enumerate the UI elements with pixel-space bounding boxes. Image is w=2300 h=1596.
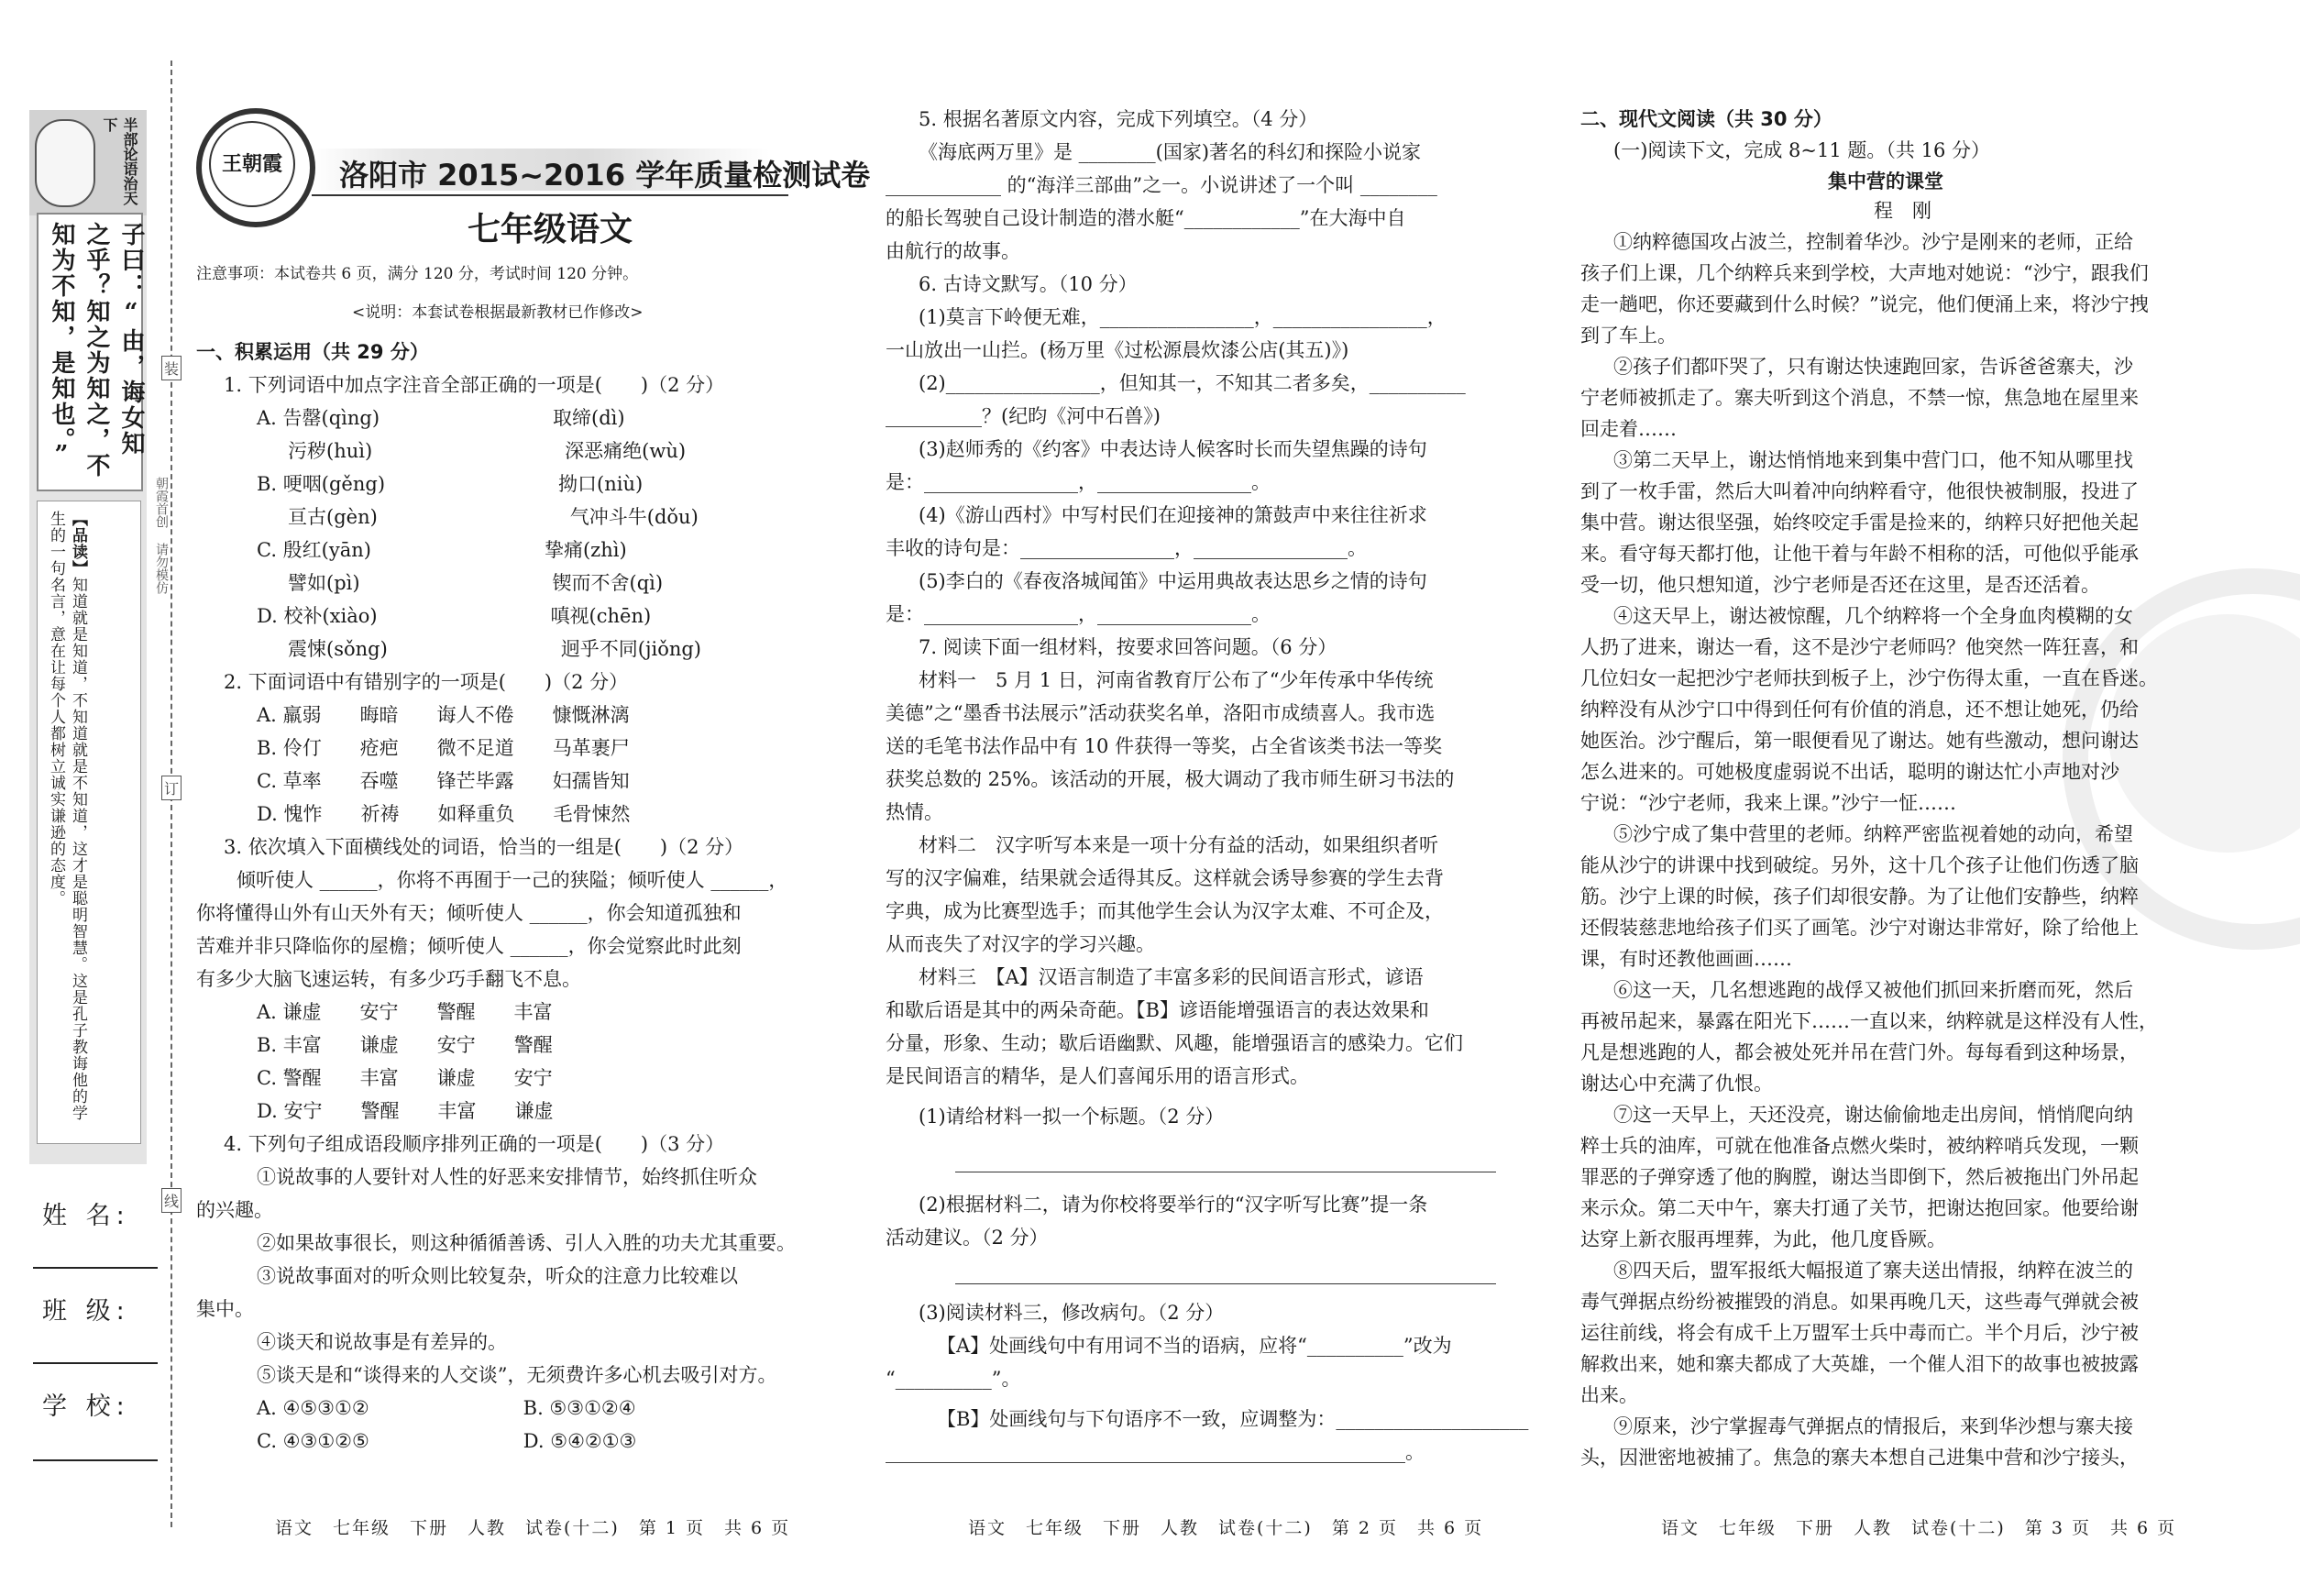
paragraph-line: 出来。: [1580, 1384, 1638, 1406]
option: 震悚(sǒng) 迥乎不同(jiǒng): [288, 638, 701, 660]
option: A. 告罄(qìng) 取缔(dì): [257, 407, 625, 429]
question-line: 由航行的故事。: [886, 240, 1020, 262]
option: B. 丰富 谦虚 安宁 警醒: [257, 1034, 553, 1056]
question: 6. 古诗文默写。（10 分）: [919, 273, 1138, 295]
sub-question: 【A】处画线句中有用词不当的语病，应将“__________”改为: [937, 1335, 1452, 1357]
passage-line: 有多少大脑飞速运转，有多少巧手翻飞不息。: [196, 968, 581, 990]
paragraph-line: ①纳粹德国攻占波兰，控制着华沙。沙宁是刚来的老师，正给: [1613, 231, 2133, 253]
material-line: 材料一 5 月 1 日，河南省教育厅公布了“少年传承中华传统: [919, 669, 1434, 691]
question-line: (4)《游山西村》中写村民们在迎接神的箫鼓声中来往往祈求: [919, 504, 1427, 526]
section-title: 一、积累运用（共 29 分）: [196, 341, 429, 363]
sub-question: 【B】处画线句与下句语序不一致，应调整为：____________________: [937, 1408, 1529, 1430]
paragraph-line: 走一趟吧，你还要藏到什么时候？”说完，他们便涌上来，将沙宁拽: [1580, 293, 2149, 315]
paragraph-line: 筋。沙宁上课的时候，孩子们却很安静。为了让他们安静些，纳粹: [1580, 886, 2139, 908]
section-title: 二、现代文阅读（共 30 分）: [1580, 108, 1832, 130]
question-line: __________？(纪昀《河中石兽》): [886, 405, 1161, 427]
material-line: 材料二 汉字听写本来是一项十分有益的活动，如果组织者听: [919, 834, 1438, 856]
option: A. ④⑤③①② B. ⑤③①②④: [257, 1397, 636, 1419]
school-label: 学 校:: [42, 1392, 130, 1421]
paragraph-line: ⑧四天后，盟军报纸大幅报道了寨夫送出情报，纳粹在波兰的: [1613, 1260, 2133, 1282]
option: 亘古(gèn) 气冲斗牛(dǒu): [288, 506, 699, 528]
side-strip-header: [29, 110, 147, 215]
comment-text: 知道就是知道，不知道就是不知道，这才是聪明智慧。这是孔子教诲他的学生的一句名言，意在让每个人都树立诚实谦逊的态度。: [47, 511, 87, 1121]
page-2: [886, 0, 1529, 1596]
option: B. 哽咽(gěng) 拗口(niù): [257, 473, 644, 495]
question: 3. 依次填入下面横线处的词语，恰当的一组是( )（2 分）: [224, 836, 744, 858]
passage-line: 你将懂得山外有山天外有天；倾听使人 ______，你会知道孤独和: [196, 902, 742, 924]
sentence: ③说故事面对的听众则比较复杂，听众的注意力比较难以: [257, 1265, 738, 1287]
class-label: 班 级:: [42, 1297, 130, 1326]
paragraph-line: ⑨原来，沙宁掌握毒气弹据点的情报后，来到华沙想与寨夫接: [1613, 1415, 2133, 1437]
question-line: ____________ 的“海洋三部曲”之一。小说讲述了一个叫 ________: [886, 174, 1437, 196]
material-line: 写的汉字偏难，结果就会适得其反。这样就会诱导参赛的学生去背: [886, 867, 1444, 889]
option: D. 校补(xiào) 嗔视(chēn): [257, 605, 652, 627]
question: 2. 下面词语中有错别字的一项是( )（2 分）: [224, 671, 629, 693]
paragraph-line: 宁老师被抓走了。寨夫听到这个消息，不禁一惊，焦急地在屋里来: [1580, 387, 2139, 409]
comment-title: 【品读】: [69, 511, 87, 577]
paragraph-line: 几位妇女一起把沙宁老师扶到板子上，沙宁伤得太重，一直在昏迷。: [1580, 667, 2158, 689]
page-footer: 语文 七年级 下册 人教 试卷(十二) 第 2 页 共 6 页: [968, 1518, 1484, 1538]
paragraph-line: 集中营。谢达很坚强，始终咬定手雷是捡来的，纳粹只好把他关起: [1580, 512, 2139, 534]
paragraph-line: 来。看守每天都打他，让他干着与年龄不相称的活，可他似乎能承: [1580, 543, 2139, 565]
sentence: ⑤谈天是和“谈得来的人交谈”，无须费许多心机去吸引对方。: [257, 1364, 777, 1386]
option: D. 安宁 警醒 丰富 谦虚: [257, 1100, 554, 1122]
revision-note: <说明：本套试卷根据最新教材已作修改>: [352, 303, 644, 322]
quote-box: [37, 213, 143, 491]
option: A. 羸弱 晦暗 诲人不倦 慷慨淋漓: [257, 704, 630, 726]
paragraph-line: 再被吊起来，暴露在阳光下……一直以来，纳粹就是这样没有人性，: [1580, 1010, 2158, 1032]
question-line: (1)莫言下岭便无难，________________，________________，: [919, 306, 1447, 328]
sub-question: (3)阅读材料三，修改病句。（2 分）: [919, 1302, 1225, 1324]
option: 污秽(huì) 深恶痛绝(wù): [288, 440, 687, 462]
material-line: 和歇后语是其中的两朵奇葩。【B】谚语能增强语言的表达效果和: [886, 999, 1429, 1021]
paragraph-line: 凡是想逃跑的人，都会被处死并吊在营门外。每每看到这种场景，: [1580, 1041, 2139, 1063]
bind-mark-2: 订: [161, 776, 182, 800]
paragraph-line: 到了车上。: [1580, 325, 1677, 347]
option: C. 草率 吞噬 锋芒毕露 妇孺皆知: [257, 770, 630, 792]
sub-question: 活动建议。（2 分）: [886, 1227, 1049, 1249]
exam-notice: 注意事项：本试卷共 6 页，满分 120 分，考试时间 120 分钟。: [196, 265, 639, 283]
option: D. 愧怍 祈祷 如释重负 毛骨悚然: [257, 803, 631, 825]
cartoon-figure-icon: [35, 119, 95, 207]
paragraph-line: ③第二天早上，谢达悄悄地来到集中营门口，他不知从哪里找: [1613, 449, 2133, 471]
sentence: 的兴趣。: [196, 1199, 273, 1221]
question-line: 是：________________，________________。: [886, 471, 1271, 493]
exam-title: 洛阳市 2015~2016 学年质量检测试卷: [339, 158, 871, 193]
comment-box: [37, 501, 141, 1144]
question: 7. 阅读下面一组材料，按要求回答问题。（6 分）: [919, 636, 1337, 658]
sentence: ④谈天和说故事是有差异的。: [257, 1331, 507, 1353]
question-line: 丰收的诗句是：________________，________________。: [886, 537, 1367, 559]
name-field[interactable]: [33, 1267, 158, 1269]
paragraph-line: 纳粹没有从沙宁口中得到任何有价值的消息，还不想让她死，仍给: [1580, 699, 2139, 721]
option: C. ④③①②⑤ D. ⑤④②①③: [257, 1430, 637, 1452]
paragraph-line: 粹士兵的油库，可就在他准备点燃火柴时，被纳粹哨兵发现，一颗: [1580, 1135, 2139, 1157]
question-line: 是：________________，________________。: [886, 603, 1271, 625]
class-field[interactable]: [33, 1362, 158, 1364]
question: 1. 下列词语中加点字注音全部正确的一项是( )（2 分）: [224, 374, 725, 396]
paragraph-line: 宁说：“沙宁老师，我来上课。”沙宁一怔……: [1580, 792, 1956, 814]
paragraph-line: 怎么进来的。可她极度虚弱说不出话，聪明的谢达忙小声地对沙: [1580, 761, 2119, 783]
question-line: 《海底两万里》是 ________(国家)著名的科幻和探险小说家: [919, 141, 1422, 163]
paragraph-line: 能从沙宁的讲课中找到破绽。另外，这十几个孩子让他们伤透了脑: [1580, 854, 2139, 876]
option: 譬如(pì) 锲而不舍(qì): [288, 572, 664, 594]
question-line: 的船长驾驶自己设计制造的潜水艇“____________”在大海中自: [886, 207, 1406, 229]
name-label: 姓 名:: [42, 1202, 130, 1230]
paragraph-line: 课，有时还教他画画……: [1580, 948, 1792, 970]
essay-author: 程 刚: [1874, 200, 1931, 222]
sentence: ②如果故事很长，则这种循循善诱、引人入胜的功夫尤其重要。: [257, 1232, 796, 1254]
paragraph-line: ⑤沙宁成了集中营里的老师。纳粹严密监视着她的动向，希望: [1613, 823, 2133, 845]
page-3: [1580, 0, 2204, 1596]
book-label: 半部论语治天下: [101, 117, 138, 205]
paragraph-line: ④这天早上，谢达被惊醒，几个纳粹将一个全身血肉模糊的女: [1613, 605, 2133, 627]
question-line: 一山放出一山拦。(杨万里《过松源晨炊漆公店(其五)》): [886, 339, 1349, 361]
material-line: 送的毛笔书法作品中有 10 件获得一等奖，占全省该类书法一等奖: [886, 735, 1443, 757]
option: C. 警醒 丰富 谦虚 安宁: [257, 1067, 553, 1089]
material-line: 美德”之“墨香书法展示”活动获奖名单，洛阳市成绩喜人。我市选: [886, 702, 1436, 724]
paragraph-line: 谢达心中充满了仇恨。: [1580, 1073, 1773, 1095]
question-line: (2)________________，但知其一，不知其二者多矣，__________: [919, 372, 1466, 394]
question-line: (5)李白的《春夜洛城闻笛》中运用典故表达思乡之情的诗句: [919, 570, 1427, 592]
paragraph-line: 人扔了进来，谢达一看，这不是沙宁老师吗？他突然一阵狂喜，和: [1580, 636, 2139, 658]
essay-title: 集中营的课堂: [1828, 171, 1943, 193]
school-field[interactable]: [33, 1459, 158, 1461]
passage-line: 苦难并非只降临你的屋檐；倾听使人 ______，你会觉察此时此刻: [196, 935, 742, 957]
material-line: 是民间语言的精华，是人们喜闻乐用的语言形式。: [886, 1065, 1309, 1087]
question: 5. 根据名著原文内容，完成下列填空。（4 分）: [919, 108, 1318, 130]
logo-text: 王朝霞: [221, 152, 282, 176]
paragraph-line: 受一切，他只想知道，沙宁老师是否还在这里，是否还活着。: [1580, 574, 2100, 596]
sub-question: (2)根据材料二，请为你校将要举行的“汉字听写比赛”提一条: [919, 1194, 1428, 1216]
paragraph-line: 运往前线，将会有成千上万盟军士兵中毒而亡。半个月后，沙宁被: [1580, 1322, 2139, 1344]
paragraph-line: 回走着……: [1580, 418, 1677, 440]
paragraph-line: ⑦这一天早上，天还没亮，谢达偷偷地走出房间，悄悄爬向纳: [1613, 1104, 2133, 1126]
sub-question: “__________”。: [886, 1368, 1021, 1390]
option: A. 谦虚 安宁 警醒 丰富: [257, 1001, 553, 1023]
paragraph-line: 她医治。沙宁醒后，第一眼便看见了谢达。她有些激动，想问谢达: [1580, 730, 2139, 752]
page-footer: 语文 七年级 下册 人教 试卷(十二) 第 1 页 共 6 页: [275, 1518, 791, 1538]
material-line: 从而丧失了对汉字的学习兴趣。: [886, 933, 1155, 955]
material-line: 获奖总数的 25%。该活动的开展，极大调动了我市师生研习书法的: [886, 768, 1455, 790]
option: C. 殷红(yān) 挚痛(zhì): [257, 539, 627, 561]
sentence: 集中。: [196, 1298, 254, 1320]
paragraph-line: 毒气弹据点纷纷被摧毁的消息。如果再晚几天，这些毒气弹就会被: [1580, 1291, 2139, 1313]
sentence: ①说故事的人要针对人性的好恶来安排情节，始终抓住听众: [257, 1166, 757, 1188]
paragraph-line: 头，因泄密地被捕了。焦急的寨夫本想自己进集中营和沙宁接头，: [1580, 1447, 2139, 1469]
paragraph-line: 达穿上新衣服再埋葬，为此，他几度昏厥。: [1580, 1228, 1946, 1250]
paragraph-line: 来示众。第二天中午，寨夫打通了关节，把谢达抱回家。他要给谢: [1580, 1197, 2139, 1219]
paragraph-line: 解救出来，她和寨夫都成了大英雄，一个催人泪下的故事也被披露: [1580, 1353, 2139, 1375]
bind-mark-1: 装: [161, 356, 182, 380]
page-1: [196, 0, 820, 1596]
paragraph-line: ②孩子们都吓哭了，只有谢达快速跑回家，告诉爸爸寨夫，沙: [1613, 356, 2133, 378]
confucius-quote: 子曰：“由，诲女知之乎？知之为知之，不知为不知，是知也。”: [48, 222, 145, 479]
option: B. 伶仃 疮疤 微不足道 马革裹尸: [257, 737, 630, 759]
material-line: 字典，成为比赛型选手；而其他学生会认为汉字太难、不可企及，: [886, 900, 1444, 922]
page-footer: 语文 七年级 下册 人教 试卷(十二) 第 3 页 共 6 页: [1661, 1518, 2177, 1538]
question-line: (3)赵师秀的《约客》中表达诗人候客时长而失望焦躁的诗句: [919, 438, 1427, 460]
passage-line: 倾听使人 ______，你将不再囿于一己的狭隘；倾听使人 ______，: [237, 869, 788, 891]
material-line: 材料三 【A】汉语言制造了丰富多彩的民间语言形式，谚语: [919, 966, 1424, 988]
sub-question: ______________________________________________________。: [886, 1441, 1425, 1463]
bind-mark-3: 线: [161, 1188, 182, 1213]
copyright-seal: 朝霞首创 请勿模仿: [154, 477, 169, 594]
subject-title: 七年级语文: [468, 211, 633, 248]
sub-question: (1)请给材料一拟一个标题。（2 分）: [919, 1106, 1225, 1128]
paragraph-line: 罪恶的子弹穿透了他的胸膛，谢达当即倒下，然后被拖出门外吊起: [1580, 1166, 2139, 1188]
answer-line-2[interactable]: [955, 1283, 1496, 1284]
material-line: 热情。: [886, 801, 943, 823]
reading-intro: (一)阅读下文，完成 8~11 题。（共 16 分）: [1613, 139, 1990, 161]
question: 4. 下列句子组成语段顺序排列正确的一项是( )（3 分）: [224, 1133, 725, 1155]
paragraph-line: 到了一枚手雷，然后大叫着冲向纳粹看守，他很快被制服，投进了: [1580, 480, 2139, 502]
paragraph-line: 还假装慈悲地给孩子们买了画笔。沙宁对谢达非常好，除了给他上: [1580, 917, 2139, 939]
material-line: 分量，形象、生动；歇后语幽默、风趣，能增强语言的感染力。它们: [886, 1032, 1463, 1054]
paragraph-line: 孩子们上课，几个纳粹兵来到学校，大声地对她说：“沙宁，跟我们: [1580, 262, 2149, 284]
paragraph-line: ⑥这一天，几名想逃跑的战俘又被他们抓回来折磨而死，然后: [1613, 979, 2133, 1001]
